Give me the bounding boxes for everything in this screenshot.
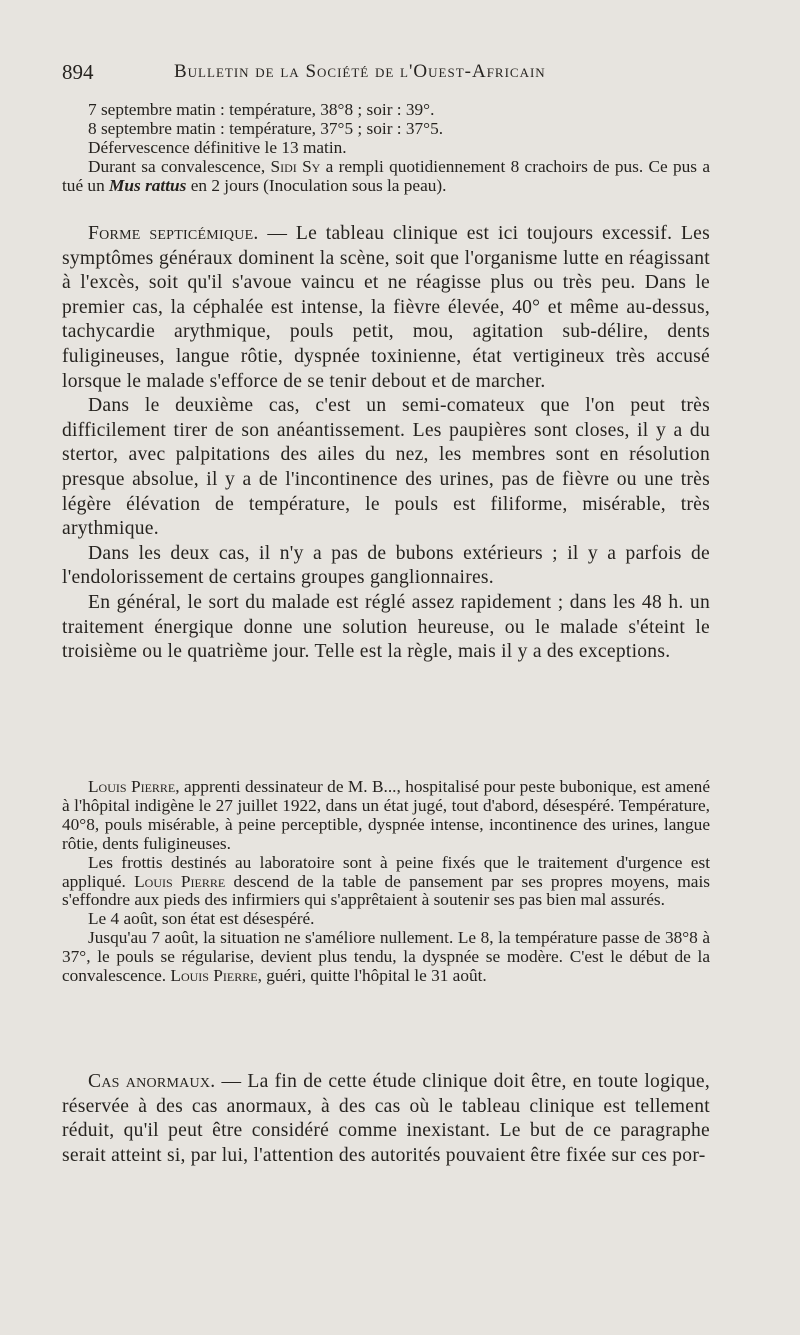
- defervescence-note: Défervescence définitive le 13 matin.: [88, 137, 347, 157]
- case-report-paragraph-2: Les frottis destinés au laboratoire sont à peine fixés que le traitement d'urgence est appliqué. Louis Pierre descend de la table de pansement par ses propres moyens, mais s'effondre aux pieds des infirmiers qui s'apprêtaient à soutenir ses pas bien mal assurés.: [62, 852, 710, 910]
- temperature-note-1: 7 septembre matin : température, 38°8 ; soir : 39°.: [88, 100, 435, 119]
- septicemic-paragraph-3: Dans les deux cas, il n'y a pas de bubons extérieurs ; il y a parfois de l'endolorissement de certains groupes ganglionnaires.: [62, 542, 710, 589]
- case-report: [62, 778, 710, 986]
- abnormal-cases-paragraph: Cas anormaux. — La fin de cette étude clinique doit être, en toute logique, réservée à des cas anormaux, à des cas où le tableau clinique est tellement réduit, qu'il peut être considéré comme inexistant. Le but de ce paragraphe serait atteint si, par lui, l'attention des autorités pouvaient être fixée sur ces por-: [62, 1071, 711, 1166]
- septicemic-section: [62, 222, 710, 665]
- case-report-paragraph-3: Le 4 août, son état est désespéré.: [88, 909, 315, 929]
- case-report-paragraph-1: Louis Pierre, apprenti dessinateur de M. B..., hospitalisé pour peste bubonique, est amené à l'hôpital indigène le 27 juillet 1922, dans un état jugé, tout d'abord, désespéré. Température, 40°8, pouls misérable, à peine perceptible, dyspnée intense, incontinence des urines, langue rôtie, dents fuligineuses.: [62, 777, 710, 853]
- case-report-paragraph-4: Jusqu'au 7 août, la situation ne s'améliore nullement. Le 8, la température passe de 38°8 à 37°, le pouls se régularise, devient plus tendu, la dyspnée se modère. C'est le début de la convalescence. Louis Pierre, guéri, quitte l'hôpital le 31 août.: [62, 928, 710, 986]
- page-number: 894: [62, 60, 94, 84]
- septicemic-paragraph-4: En général, le sort du malade est réglé assez rapidement ; dans les 48 h. un traitement énergique donne une solution heureuse, ou le malade s'éteint le troisième ou le quatrième jour. Telle est la règle, mais il y a des exceptions.: [62, 591, 710, 663]
- abnormal-cases-section: [62, 1070, 710, 1168]
- page-header: [62, 56, 722, 90]
- temperature-note-2: 8 septembre matin : température, 37°5 ; soir : 37°5.: [88, 118, 444, 138]
- septicemic-paragraph-1: Forme septicémique. — Le tableau clinique est ici toujours excessif. Les symptômes généraux dominent la scène, soit que l'organisme lutte en réagissant à l'excès, soit qu'il s'avoue vaincu et ne réagisse plus ou très peu. Dans le premier cas, la céphalée est intense, la fièvre élevée, 40° et même au-dessus, tachycardie arythmique, pouls petit, mou, agitation sub-délire, dents fuligineuses, langue rôtie, dyspnée toxinienne, état vertigineux très accusé lorsque le malade s'efforce de se tenir debout et de marcher.: [62, 223, 710, 392]
- convalescence-note: Durant sa convalescence, Sidi Sy a rempli quotidiennement 8 crachoirs de pus. Ce pus a tué un Mus rattus en 2 jours (Inoculation sous la peau).: [62, 156, 710, 195]
- septicemic-paragraph-2: Dans le deuxième cas, c'est un semi-comateux que l'on peut très difficilement tirer de son anéantissement. Les paupières sont closes, il y a du stertor, avec palpitations des ailes du nez, les membres sont en résolution presque absolue, il y a de l'incontinence des urines, pas de fièvre ou une très légère élévation de température, le pouls est filiforme, misérable, très arythmique.: [62, 395, 710, 540]
- case-notes-top: [62, 101, 710, 196]
- running-head: Bulletin de la Société de l'Ouest-Africain: [174, 61, 546, 82]
